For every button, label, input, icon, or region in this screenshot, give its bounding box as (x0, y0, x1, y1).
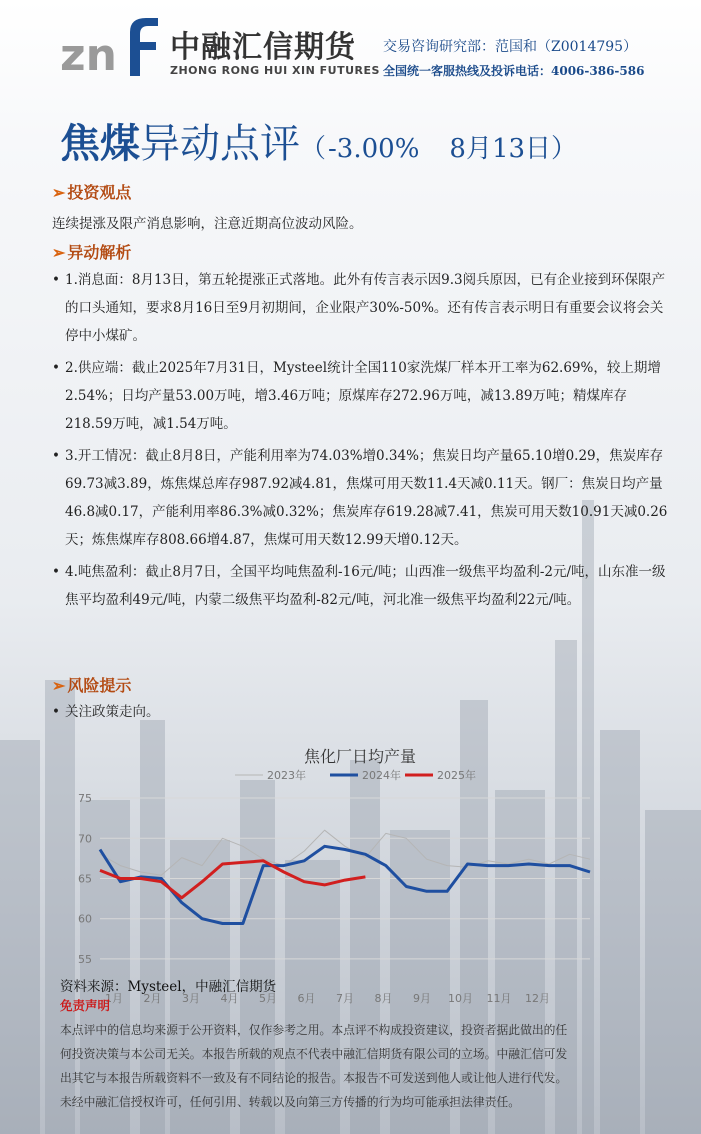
x-tick-label: 9月 (413, 992, 431, 1005)
section-heading-risk: ➢ 风险提示 (52, 676, 132, 695)
bullet-icon: • (52, 360, 60, 376)
svg-text:zn: zn (60, 30, 117, 81)
title-paren-close: ） (551, 134, 578, 164)
analysis-item: • 2.供应端：截止2025年7月31日，Mysteel统计全国110家洗煤厂样本开工率为62.69%，较上期增2.54%；日均产量53.00万吨，增3.46万吨；原煤库存272.96万吨，减13.89万吨；精煤库存218.59万吨，减1.54万吨。 (52, 354, 672, 438)
report-title (60, 112, 577, 169)
legend-label: 2024年 (362, 769, 401, 782)
disclaimer-line: 未经中融汇信授权许可，任何引用、转载以及向第三方传播的行为均可能承担法律责任。 (60, 1095, 521, 1109)
x-tick-label: 12月 (525, 992, 550, 1005)
title-date: 8月13日 (449, 134, 552, 164)
bullet-icon: • (52, 272, 60, 288)
y-tick-label: 70 (78, 832, 92, 846)
x-tick-label: 7月 (336, 992, 354, 1005)
disclaimer-text (60, 1018, 660, 1114)
series-line-2024年 (100, 846, 590, 923)
company-logo-mark (58, 12, 168, 82)
legend-label: 2025年 (437, 769, 476, 782)
chevron-right-icon: ➢ (52, 676, 66, 695)
analyst-info: 交易咨询研究部：范国和（Z0014795） (383, 39, 638, 55)
y-tick-label: 75 (78, 792, 92, 806)
x-tick-label: 6月 (297, 992, 316, 1005)
y-tick-label: 65 (78, 872, 92, 886)
analysis-item: • 3.开工情况：截止8月8日，产能利用率为74.03%增0.34%；焦炭日均产量65.10增0.29，焦炭库存69.73减3.89，炼焦煤总库存987.92减4.81，焦煤可用天数11.4天减0.11天。钢厂：焦炭日均产量46.8减0.17，产能利用率86.3%减0.32%；焦炭库存619.28减7.41，焦炭可用天数10.91天减0.26天；炼焦煤库存808.66增4.87，焦煤可用天数12.99天增0.12天。 (52, 442, 672, 554)
x-tick-label: 5月 (259, 992, 277, 1005)
disclaimer-line: 何投资决策与本公司无关。本报告所载的观点不代表中融汇信期货有限公司的立场。中融汇信可发 (60, 1047, 568, 1061)
series-line-2025年 (100, 861, 365, 898)
header (0, 0, 701, 100)
chart-title: 焦化厂日均产量 (303, 747, 417, 766)
title-commodity: 焦煤 (60, 120, 140, 167)
section-heading-view: ➢ 投资观点 (52, 183, 132, 202)
x-tick-label: 4月 (220, 992, 239, 1005)
x-tick-label: 3月 (182, 992, 200, 1005)
risk-list (52, 700, 160, 728)
legend-label: 2023年 (267, 769, 306, 782)
company-name-en: ZHONG RONG HUI XIN FUTURES (170, 64, 380, 77)
x-tick-label: 8月 (374, 992, 393, 1005)
daily-output-chart (60, 740, 620, 1010)
chevron-right-icon: ➢ (52, 183, 66, 202)
bullet-icon: • (52, 564, 60, 580)
y-tick-label: 55 (78, 952, 92, 966)
disclaimer-line: 本点评中的信息均来源于公开资料，仅作参考之用。本点评不构成投资建议，投资者据此做出的任 (60, 1023, 568, 1037)
analysis-item: • 1.消息面：8月13日，第五轮提涨正式落地。此外有传言表示因9.3阅兵原因，已有企业接到环保限产的口头通知，要求8月16日至9月初期间，企业限产30%-50%。还有传言表示明日有重要会议将会关停中小煤矿。 (52, 266, 672, 350)
bullet-icon: • (52, 448, 60, 464)
y-tick-label: 60 (78, 912, 92, 926)
company-name-cn: 中融汇信期货 (170, 30, 356, 65)
title-type: 异动点评 (140, 121, 300, 167)
x-tick-label: 10月 (448, 992, 473, 1005)
disclaimer-line: 出其它与本报告所载资料不一致及有不同结论的报告。本报告不可发送到他人或让他人进行代发。 (60, 1071, 568, 1085)
x-tick-label: 2月 (143, 992, 162, 1005)
risk-item: • 关注政策走向。 (52, 700, 160, 724)
data-source: 资料来源：Mysteel，中融汇信期货 (60, 979, 277, 995)
section-heading-analysis: ➢ 异动解析 (52, 243, 132, 262)
chevron-right-icon: ➢ (52, 243, 66, 262)
hotline-info: 全国统一客服热线及投诉电话：4006-386-586 (383, 64, 645, 78)
bullet-icon: • (52, 704, 60, 720)
title-paren-open: （ (300, 134, 327, 164)
analysis-item: • 4.吨焦盈利：截止8月7日，全国平均吨焦盈利-16元/吨；山西准一级焦平均盈利-2元/吨，山东准一级焦平均盈利49元/吨，内蒙二级焦平均盈利-82元/吨，河北准一级焦平均盈利22元/吨。 (52, 558, 672, 614)
series-line-2023年 (100, 830, 590, 875)
title-change: -3.00% (328, 134, 420, 164)
view-text: 连续提涨及限产消息影响，注意近期高位波动风险。 (52, 216, 363, 232)
analysis-list (52, 266, 672, 618)
x-tick-label: 11月 (486, 992, 512, 1005)
disclaimer-title: 免责声明 (60, 998, 111, 1013)
x-tick-label: 1月 (105, 992, 123, 1005)
